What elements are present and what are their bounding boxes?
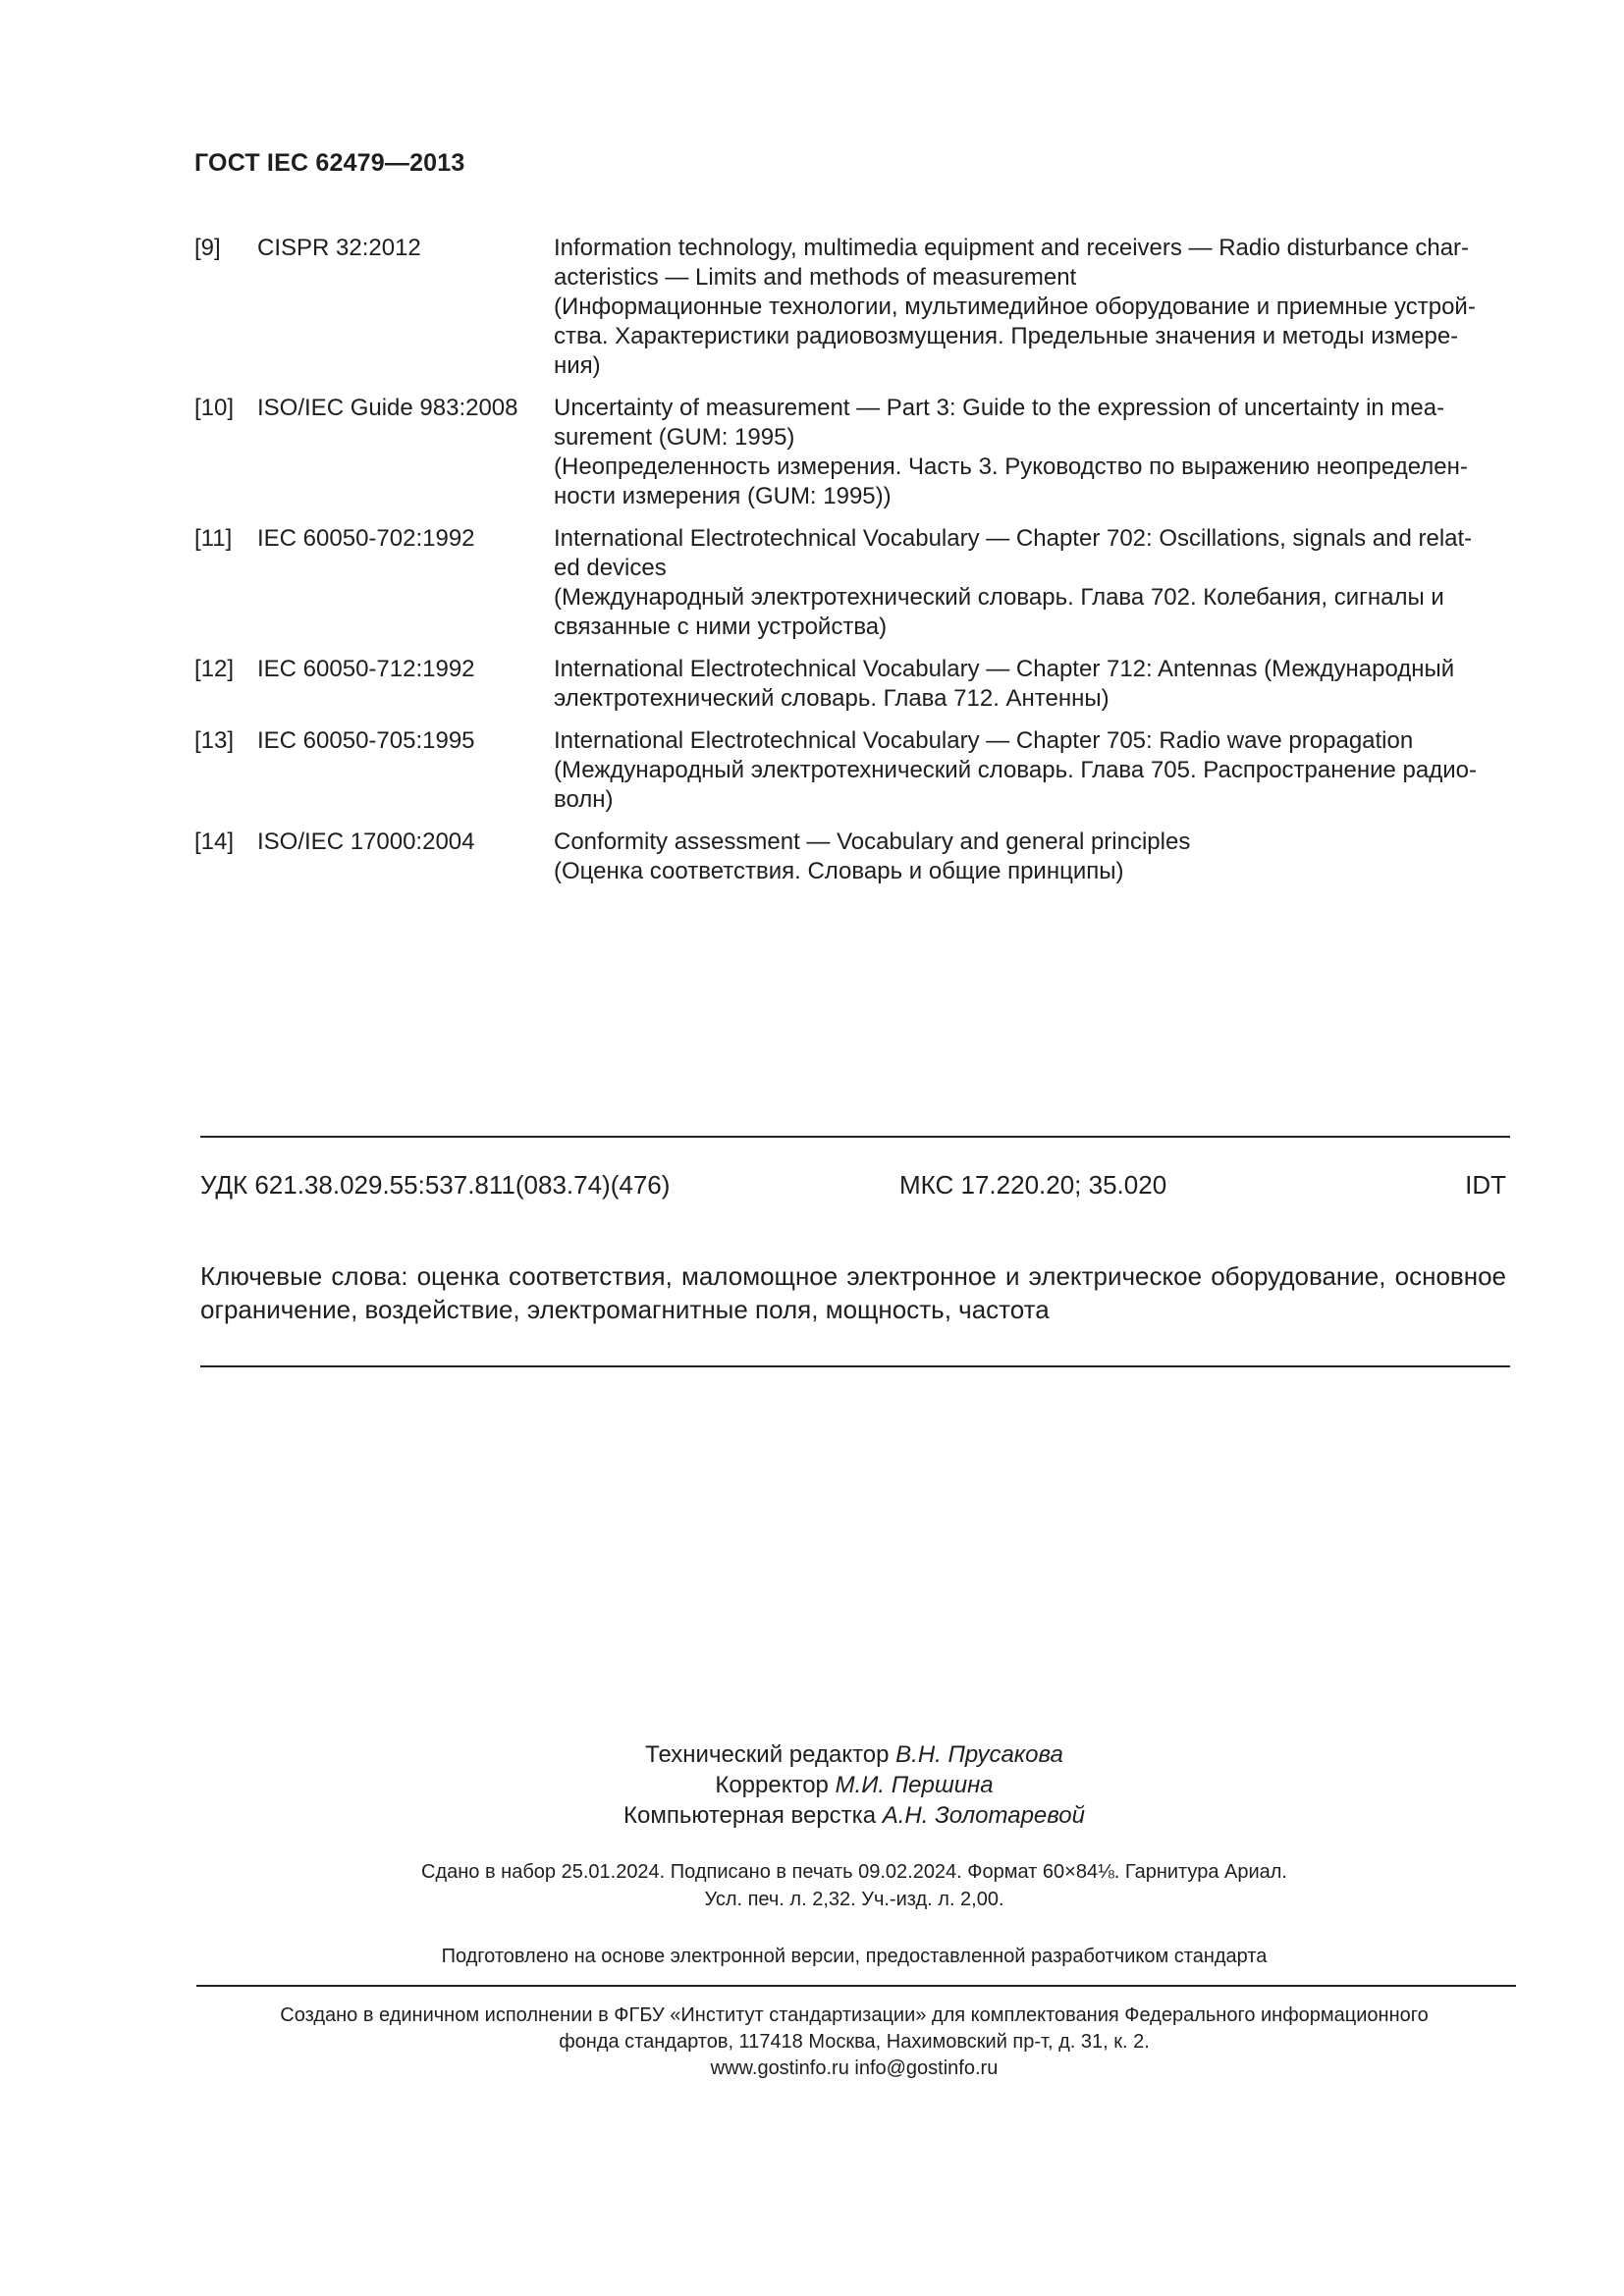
divider-top bbox=[200, 1136, 1510, 1138]
credit-name: В.Н. Прусакова bbox=[895, 1741, 1063, 1768]
ref-line: ния) bbox=[554, 352, 601, 379]
ref-description bbox=[554, 234, 1514, 381]
ref-number: [12] bbox=[194, 656, 235, 682]
bibliography-entry bbox=[194, 828, 1514, 886]
mks-code: МКС 17.220.20; 35.020 bbox=[899, 1170, 1167, 1200]
created-contacts: www.gostinfo.ru info@gostinfo.ru bbox=[710, 2057, 999, 2079]
ref-number: [11] bbox=[194, 525, 233, 552]
credit-layout bbox=[196, 1800, 1512, 1831]
credit-role: Компьютерная верстка bbox=[623, 1802, 877, 1829]
ref-description bbox=[554, 828, 1514, 886]
credit-tech-editor bbox=[196, 1739, 1512, 1770]
ref-number: [9] bbox=[194, 235, 221, 261]
ref-line: электротехнический словарь. Глава 712. Антенны) bbox=[554, 685, 1110, 712]
credits-block bbox=[196, 1739, 1512, 1831]
udk-code: УДК 621.38.029.55:537.811(083.74)(476) bbox=[200, 1170, 671, 1200]
classification-row bbox=[200, 1170, 1506, 1203]
credit-role: Технический редактор bbox=[645, 1741, 890, 1768]
divider-footer bbox=[196, 1985, 1516, 1987]
prepared-note: Подготовлено на основе электронной версии, предоставленной разработчиком стандарта bbox=[441, 1946, 1268, 1967]
bibliography-entry bbox=[194, 394, 1514, 511]
ref-line: Information technology, multimedia equipment and receivers — Radio disturbance char- bbox=[554, 235, 1470, 261]
print-info-line: Сдано в набор 25.01.2024. Подписано в печать 09.02.2024. Формат 60×84⅛. Гарнитура Ариал. bbox=[421, 1861, 1287, 1883]
credit-role: Корректор bbox=[715, 1772, 829, 1798]
bibliography-entry bbox=[194, 655, 1514, 714]
credit-name: М.И. Першина bbox=[835, 1772, 994, 1798]
ref-description bbox=[554, 394, 1514, 511]
ref-code: ISO/IEC 17000:2004 bbox=[257, 828, 475, 855]
print-info bbox=[196, 1858, 1512, 1913]
bibliography-entry bbox=[194, 726, 1514, 815]
bibliography-list bbox=[194, 234, 1514, 899]
credit-corrector bbox=[196, 1770, 1512, 1800]
ref-code: ISO/IEC Guide 983:2008 bbox=[257, 395, 518, 421]
bibliography-entry bbox=[194, 524, 1514, 642]
ref-line: acteristics — Limits and methods of measurement bbox=[554, 264, 1077, 291]
ref-number: [13] bbox=[194, 727, 235, 754]
ref-line: ства. Характеристики радиовозмущения. Предельные значения и методы измере- bbox=[554, 323, 1459, 349]
ref-line: ed devices bbox=[554, 555, 667, 581]
created-note bbox=[196, 2002, 1512, 2082]
ref-code: IEC 60050-702:1992 bbox=[257, 525, 475, 552]
created-line: фонда стандартов, 117418 Москва, Нахимовский пр-т, д. 31, к. 2. bbox=[559, 2031, 1150, 2053]
document-header-title: ГОСТ IEC 62479—2013 bbox=[194, 149, 465, 177]
ref-line: (Информационные технологии, мультимедийное оборудование и приемные устрой- bbox=[554, 294, 1476, 320]
ref-line: (Неопределенность измерения. Часть 3. Руководство по выражению неопределен- bbox=[554, 454, 1468, 480]
ref-code: IEC 60050-705:1995 bbox=[257, 727, 475, 754]
divider-keywords bbox=[200, 1365, 1510, 1367]
ref-line: Conformity assessment — Vocabulary and general principles bbox=[554, 828, 1191, 855]
bibliography-entry bbox=[194, 234, 1514, 381]
ref-description bbox=[554, 524, 1514, 642]
created-line: Создано в единичном исполнении в ФГБУ «Институт стандартизации» для комплектования Федерального информационного bbox=[280, 2004, 1429, 2026]
ref-line: (Оценка соответствия. Словарь и общие принципы) bbox=[554, 858, 1124, 884]
ref-line: (Международный электротехнический словарь. Глава 705. Распространение радио- bbox=[554, 757, 1477, 783]
ref-line: International Electrotechnical Vocabulary — Chapter 702: Oscillations, signals and relat- bbox=[554, 525, 1473, 552]
keywords-paragraph: Ключевые слова: оценка соответствия, маломощное электронное и электрическое оборудование, основное ограничение, воздействие, электромагнитные поля, мощность, частота bbox=[200, 1261, 1506, 1324]
ref-line: surement (GUM: 1995) bbox=[554, 424, 795, 451]
ref-number: [14] bbox=[194, 828, 235, 855]
ref-line: волн) bbox=[554, 786, 614, 813]
ref-line: International Electrotechnical Vocabulary — Chapter 712: Antennas (Международный bbox=[554, 656, 1455, 682]
ref-description bbox=[554, 655, 1514, 714]
ref-code: IEC 60050-712:1992 bbox=[257, 656, 475, 682]
idt-marker: IDT bbox=[1465, 1170, 1506, 1200]
ref-line: ности измерения (GUM: 1995)) bbox=[554, 483, 892, 509]
credit-name: А.Н. Золотаревой bbox=[882, 1802, 1085, 1829]
ref-line: Uncertainty of measurement — Part 3: Guide to the expression of uncertainty in mea- bbox=[554, 395, 1445, 421]
ref-line: International Electrotechnical Vocabulary — Chapter 705: Radio wave propagation bbox=[554, 727, 1414, 754]
ref-number: [10] bbox=[194, 395, 235, 421]
ref-line: связанные с ними устройства) bbox=[554, 614, 888, 640]
ref-line: (Международный электротехнический словарь. Глава 702. Колебания, сигналы и bbox=[554, 584, 1444, 611]
ref-description bbox=[554, 726, 1514, 815]
print-info-line: Усл. печ. л. 2,32. Уч.-изд. л. 2,00. bbox=[704, 1889, 1004, 1910]
ref-code: CISPR 32:2012 bbox=[257, 235, 421, 261]
